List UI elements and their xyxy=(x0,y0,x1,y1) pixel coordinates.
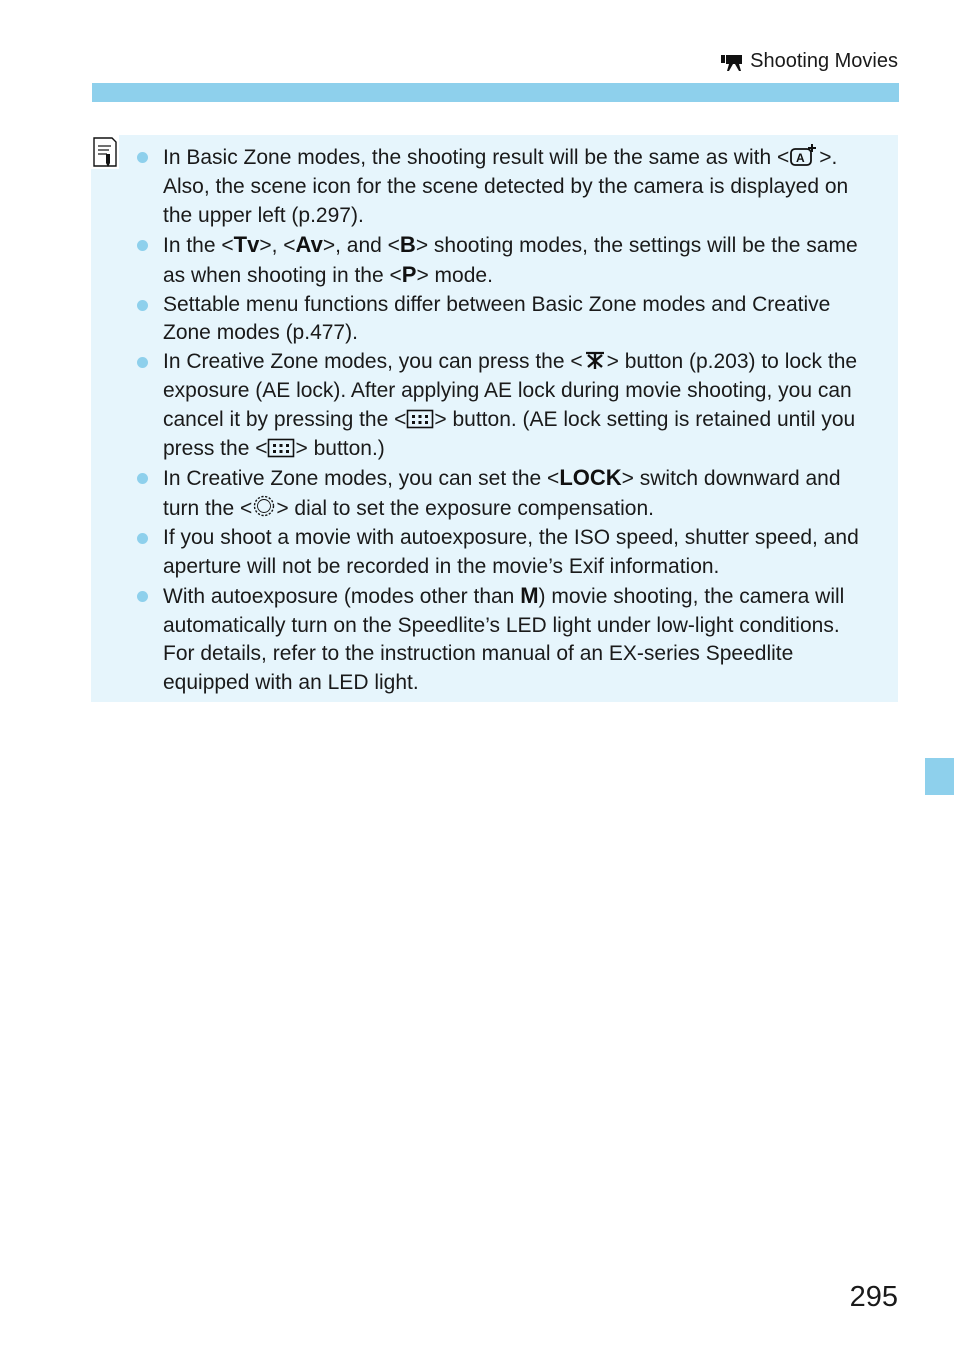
list-item: Settable menu functions differ between Basic Zone modes and Creative Zone modes (p.477). xyxy=(135,291,875,349)
af-point-selection-icon xyxy=(267,438,295,458)
bullet-icon xyxy=(137,152,148,163)
note-box xyxy=(91,135,898,702)
list-item: In Creative Zone modes, you can set the <LOCK> switch downward and turn the < > dial to set the exposure compensation. xyxy=(135,464,875,524)
tv-mode-glyph: Tv xyxy=(233,231,260,257)
chapter-tab xyxy=(925,758,954,795)
af-point-selection-icon xyxy=(406,409,434,429)
svg-text:A: A xyxy=(796,151,805,165)
bullet-icon xyxy=(137,357,148,368)
m-mode-glyph: M xyxy=(520,582,539,608)
page-number: 295 xyxy=(849,1281,898,1313)
movie-camera-icon xyxy=(720,52,744,72)
list-item: In the <Tv>, <Av>, and <B> shooting modes, the settings will be the same as when shooting in the <P> mode. xyxy=(135,231,875,291)
list-item: With autoexposure (modes other than M) movie shooting, the camera will automatically turn on the Speedlite’s LED light under low-light conditions. For details, refer to the instruction manual of an EX-series Speedlite equipped with an LED light. xyxy=(135,582,875,699)
b-mode-glyph: B xyxy=(399,231,416,257)
page-header xyxy=(720,50,898,73)
bullet-icon xyxy=(137,240,148,251)
lock-switch-glyph: LOCK xyxy=(559,464,622,490)
quick-control-dial-icon xyxy=(252,494,276,518)
list-item: In Creative Zone modes, you can press the < > button (p.203) to lock the exposure (AE lock). After applying AE lock during movie shooting, you can cancel it by pressing the < > button. (AE lock setting is retained until you press the < > button.) xyxy=(135,348,875,464)
list-item: If you shoot a movie with autoexposure, the ISO speed, shutter speed, and aperture will not be recorded in the movie’s Exif information. xyxy=(135,524,875,582)
bullet-icon xyxy=(137,591,148,602)
list-item: In Basic Zone modes, the shooting result will be the same as with < A >. Also, the scene icon for the scene detected by the camera is displayed on the upper left (p.297). xyxy=(135,143,875,231)
bullet-icon xyxy=(137,473,148,484)
bullet-icon xyxy=(137,533,148,544)
ae-lock-asterisk-icon xyxy=(583,349,607,371)
p-mode-glyph: P xyxy=(401,261,417,287)
section-title: Shooting Movies xyxy=(750,50,898,72)
note-list xyxy=(135,143,875,698)
header-rule xyxy=(92,83,899,102)
note-pencil-icon xyxy=(91,135,119,169)
av-mode-glyph: Av xyxy=(295,231,323,257)
scene-intelligent-auto-icon xyxy=(789,143,819,167)
bullet-icon xyxy=(137,300,148,311)
